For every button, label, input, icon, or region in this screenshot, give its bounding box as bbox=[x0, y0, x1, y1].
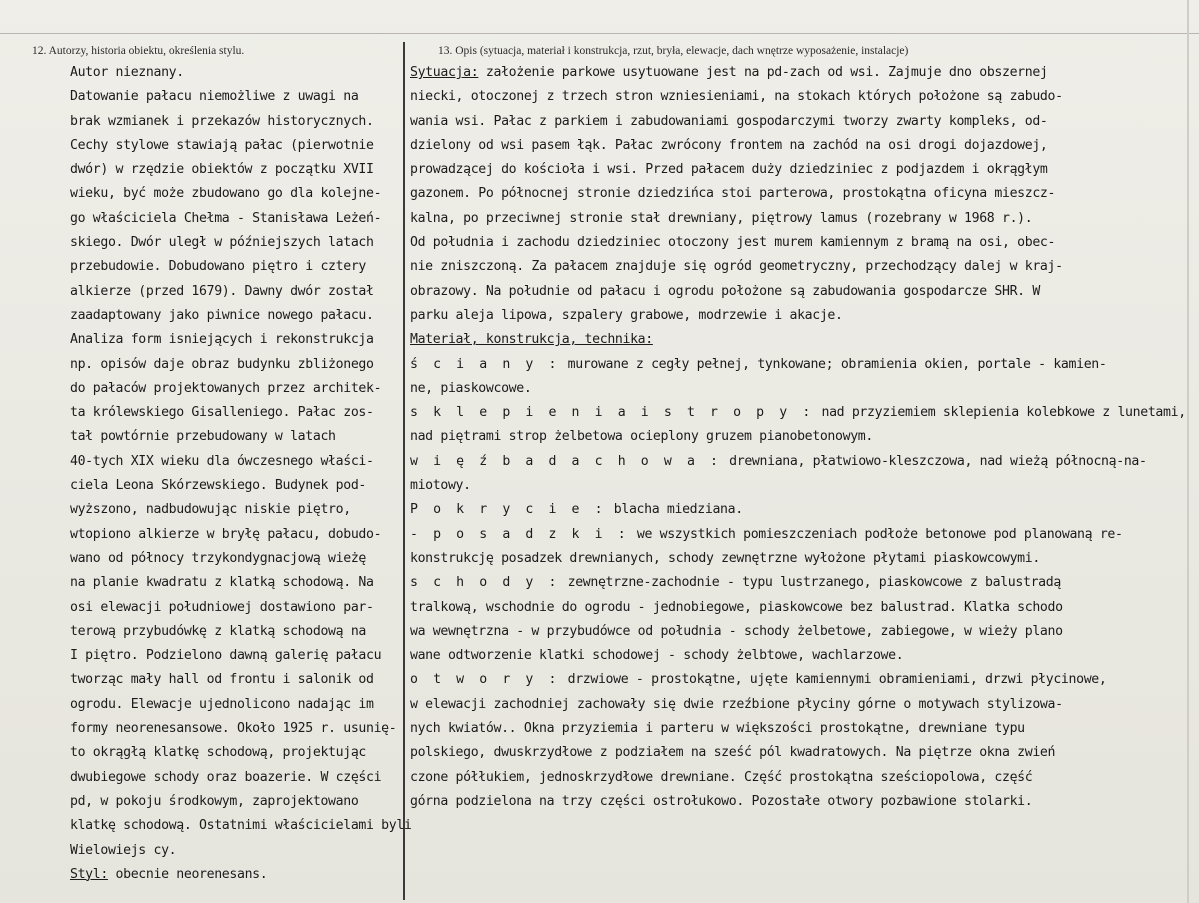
description-line: ne, piaskowcowe. bbox=[410, 380, 532, 396]
description-line: Od południa i zachodu dziedziniec otoczony jest murem kamiennym z bramą na osi, obec- bbox=[410, 235, 1056, 251]
history-line: wtopiono alkierze w bryłę pałacu, dobudo- bbox=[70, 526, 382, 542]
description-line: górna podzielona na trzy części ostrołukowo. Pozostałe otwory pozbawione stolarki. bbox=[410, 793, 1033, 809]
history-line: przebudowie. Dobudowano piętro i cztery bbox=[70, 259, 366, 275]
history-line: dwubiegowe schody oraz boazerie. W części bbox=[70, 769, 382, 785]
description-line: czone półłukiem, jednoskrzydłowe drewniane. Część prostokątna sześciopolowa, część bbox=[410, 769, 1033, 785]
history-line: Cechy stylowe stawiają pałac (pierwotnie bbox=[70, 137, 374, 153]
description-line: nad piętrami strop żelbetowa ocieplony gruzem pianobetonowym. bbox=[410, 429, 873, 445]
history-line: 40-tych XIX wieku dla ówczesnego właści- bbox=[70, 453, 374, 469]
description-line: nych kwiatów.. Okna przyziemia i parteru w większości prostokątne, drewniane typu bbox=[410, 721, 1025, 737]
description-line: kalna, po przeciwnej stronie stał drewniany, piętrowy lamus (rozebrany w 1968 r.). bbox=[410, 210, 1033, 226]
history-line: zaadaptowany jako piwnice nowego pałacu. bbox=[70, 307, 374, 323]
history-line: Datowanie pałacu niemożliwe z uwagi na bbox=[70, 89, 359, 105]
history-line: wano od północy trzykondygnacjową wieżę bbox=[70, 550, 366, 566]
history-line: klatkę schodową. Ostatnimi właścicielami byli bbox=[70, 818, 412, 834]
material-heading: Materiał, konstrukcja, technika: bbox=[410, 332, 653, 348]
history-line: wyższono, nadbudowując niskie piętro, bbox=[70, 502, 351, 518]
history-line: tworząc mały hall od frontu i salonik od bbox=[70, 672, 374, 688]
situation-heading: Sytuacja: bbox=[410, 65, 479, 80]
description-line: dzielony od wsi pasem łąk. Pałac zwrócony frontem na zachód na osi drogi dojazdowej, bbox=[410, 137, 1048, 153]
description-line: - p o s a d z k i : we wszystkich pomieszczeniach podłoże betonowe pod planowaną re- bbox=[410, 526, 1123, 542]
description-line: polskiego, dwuskrzydłowe z podziałem na sześć pól kwadratowych. Na piętrze okna zwień bbox=[410, 745, 1056, 761]
vaults-label: s k l e p i e n i a i s t r o p y : bbox=[410, 405, 814, 421]
history-line: dwór) w rzędzie obiektów z początku XVII bbox=[70, 162, 374, 178]
description-line: o t w o r y : drzwiowe - prostokątne, ujęte kamiennymi obramieniami, drzwi płycinowe, bbox=[410, 672, 1107, 688]
description-line: P o k r y c i e : blacha miedziana. bbox=[410, 502, 743, 518]
description-line: tralkową, wschodnie do ogrodu - jednobiegowe, piaskowcowe bez balustrad. Klatka schodo bbox=[410, 599, 1063, 615]
history-line: pd, w pokoju środkowym, zaprojektowano bbox=[70, 793, 359, 809]
description-line: parku aleja lipowa, szpalery grabowe, modrzewie i akacje. bbox=[410, 307, 843, 323]
history-line: skiego. Dwór uległ w późniejszych latach bbox=[70, 235, 374, 251]
history-line: Autor nieznany. bbox=[70, 65, 184, 80]
openings-label: o t w o r y : bbox=[410, 672, 561, 688]
description-line: gazonem. Po północnej stronie dziedzińca stoi parterowa, prostokątna oficyna mieszcz- bbox=[410, 186, 1056, 202]
top-fold-line bbox=[0, 33, 1199, 34]
history-line: terową przybudówkę z klatką schodową na bbox=[70, 623, 366, 639]
roof-truss-label: w i ę ź b a d a c h o w a : bbox=[410, 453, 722, 469]
history-line: brak wzmianek i przekazów historycznych. bbox=[70, 113, 374, 129]
history-line: na planie kwadratu z klatką schodową. Na bbox=[70, 575, 374, 591]
description-line: nie zniszczoną. Za pałacem znajduje się ogród geometryczny, przechodzący dalej w kraj- bbox=[410, 259, 1063, 275]
history-line: ciela Leona Skórzewskiego. Budynek pod- bbox=[70, 478, 366, 494]
description-line: wania wsi. Pałac z parkiem i zabudowaniami gospodarczymi tworzy zwarty kompleks, od- bbox=[410, 113, 1048, 129]
history-line: np. opisów daje obraz budynku zbliżonego bbox=[70, 356, 374, 372]
history-line: osi elewacji południowej dostawiono par- bbox=[70, 599, 374, 615]
history-line: tał powtórnie przebudowany w latach bbox=[70, 429, 336, 445]
section-13-header: 13. Opis (sytuacja, materiał i konstrukcja, rzut, bryła, elewacje, dach wnętrze wyposażenie, instalacje) bbox=[438, 45, 909, 57]
description-line: wane odtworzenie klatki schodowej - schody żelbtowe, wachlarzowe. bbox=[410, 648, 904, 664]
history-line: do pałaców projektowanych przez architek- bbox=[70, 380, 382, 396]
history-line: ogrodu. Elewacje ujednolicono nadając im bbox=[70, 696, 374, 712]
style-label: Styl: bbox=[70, 866, 108, 882]
description-line: Sytuacja: założenie parkowe usytuowane jest na pd-zach od wsi. Zajmuje dno obszernej bbox=[410, 65, 1048, 80]
history-line: wieku, być może zbudowano go dla kolejne- bbox=[70, 186, 382, 202]
description-column bbox=[410, 61, 1190, 814]
description-line: prowadzącej do kościoła i wsi. Przed pałacem duży dziedziniec z podjazdem i okrągłym bbox=[410, 162, 1048, 178]
description-line: w i ę ź b a d a c h o w a : drewniana, płatwiowo-kleszczowa, nad wieżą północną-na- bbox=[410, 453, 1147, 469]
description-line: niecki, otoczonej z trzech stron wzniesieniami, na stokach których położone są zabudo- bbox=[410, 89, 1063, 105]
description-line: w elewacji zachodniej zachowały się dwie rzeźbione płyciny górne o motywach stylizowa- bbox=[410, 696, 1063, 712]
description-line: wa wewnętrzna - w przybudówce od południa - schody żelbetowe, zabiegowe, w wieży plano bbox=[410, 623, 1063, 639]
history-line: I piętro. Podzielono dawną galerię pałacu bbox=[70, 648, 382, 664]
description-line: ś c i a n y : murowane z cegły pełnej, tynkowane; obramienia okien, portale - kamien- bbox=[410, 356, 1107, 372]
style-line bbox=[70, 863, 404, 887]
description-line: obrazowy. Na południe od pałacu i ogrodu położone są zabudowania gospodarcze SHR. W bbox=[410, 283, 1040, 299]
history-column bbox=[70, 61, 412, 887]
description-line: s k l e p i e n i a i s t r o p y : nad przyziemiem sklepienia kolebkowe z lunetami, bbox=[410, 405, 1186, 421]
history-line: alkierze (przed 1679). Dawny dwór został bbox=[70, 283, 374, 299]
history-line: to okrągłą klatkę schodową, projektując bbox=[70, 745, 366, 761]
description-line bbox=[410, 328, 1190, 352]
description-line: miotowy. bbox=[410, 478, 471, 494]
history-line: go właściciela Chełma - Stanisława Leżeń- bbox=[70, 210, 382, 226]
description-line: s c h o d y : zewnętrzne-zachodnie - typu lustrzanego, piaskowcowe z balustradą bbox=[410, 575, 1061, 591]
walls-label: ś c i a n y : bbox=[410, 356, 561, 372]
history-line: Wielowiejs cy. bbox=[70, 842, 177, 858]
history-line: Analiza form isniejących i rekonstrukcja bbox=[70, 332, 374, 348]
history-line: ta królewskiego Gisalleniego. Pałac zos- bbox=[70, 405, 374, 421]
floors-label: - p o s a d z k i : bbox=[410, 526, 630, 542]
roofing-label: P o k r y c i e : bbox=[410, 502, 607, 518]
section-12-header: 12. Autorzy, historia obiektu, określenia stylu. bbox=[32, 45, 245, 57]
stairs-label: s c h o d y : bbox=[410, 575, 561, 591]
description-line: konstrukcję posadzek drewnianych, schody zewnętrzne wyłożone płytami piaskowcowymi. bbox=[410, 550, 1040, 566]
style-text: obecnie neorenesans. bbox=[107, 866, 268, 882]
history-line: formy neorenesansowe. Około 1925 r. usunię- bbox=[70, 721, 397, 737]
